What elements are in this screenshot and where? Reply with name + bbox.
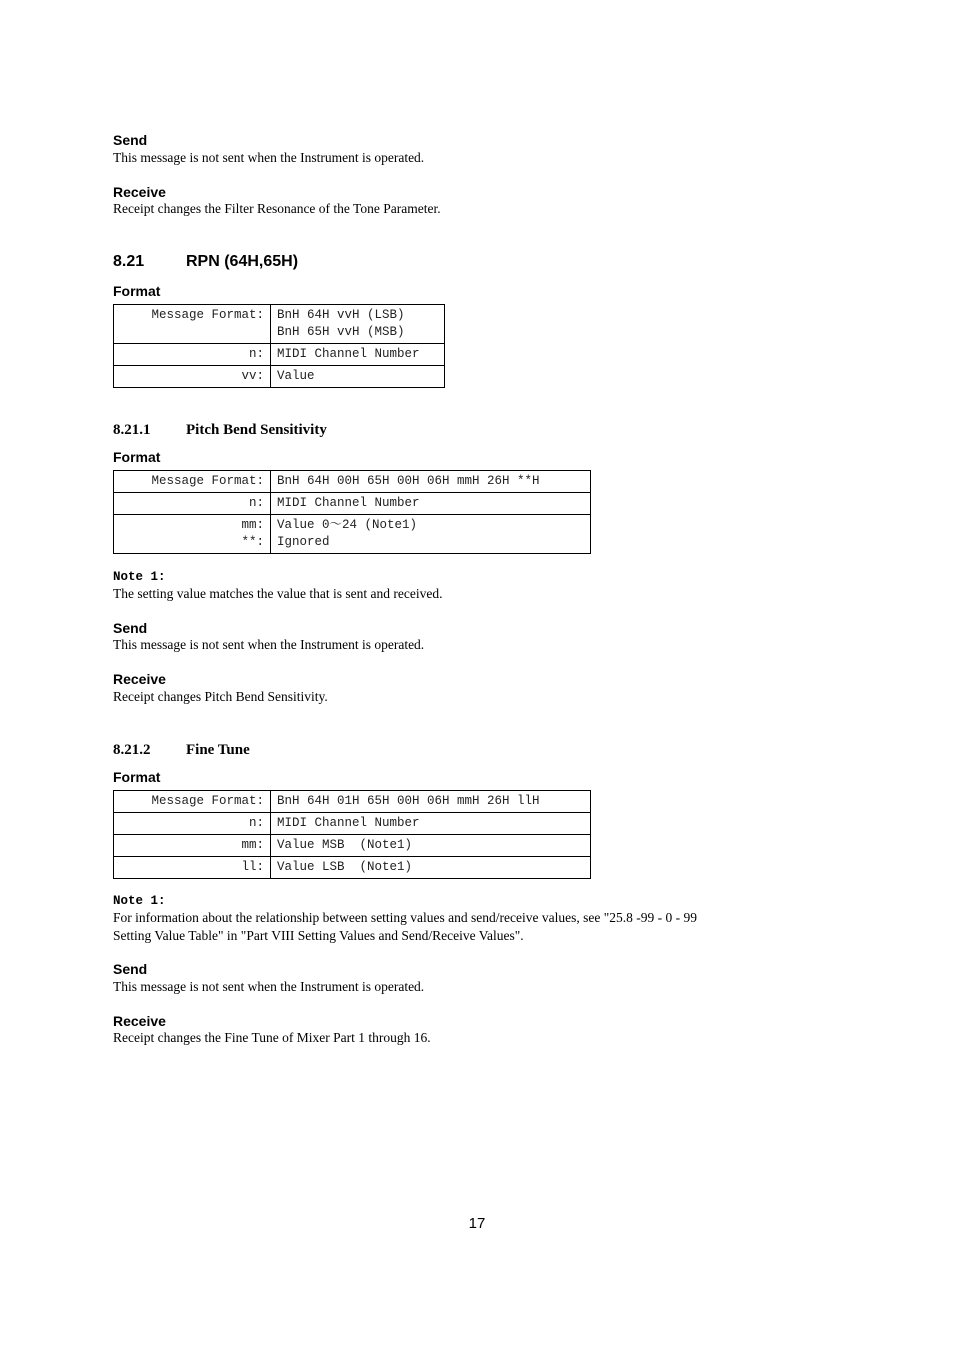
table-value: Value 0〜24 (Note1) Ignored [271,515,591,554]
receive-heading: Receive [113,671,166,687]
format-table [113,470,591,554]
table-row [114,515,591,554]
receive-heading: Receive [113,184,166,200]
table-row [114,344,445,366]
note-text: The setting value matches the value that is sent and received. [113,586,443,601]
send-heading: Send [113,132,148,148]
receive-heading: Receive [113,1013,166,1029]
table-key: Message Format: [114,471,271,493]
send-text: This message is not sent when the Instrument is operated. [113,979,425,994]
table-row [114,305,445,344]
receive-text: Receipt changes the Fine Tune of Mixer Part 1 through 16. [113,1030,431,1045]
table-value: MIDI Channel Number [271,344,445,366]
table-row [114,857,591,879]
table-key: Message Format: [114,305,271,344]
table-value: Value LSB (Note1) [271,857,591,879]
format-table [113,304,445,388]
send-heading: Send [113,961,148,977]
table-key: mm: [114,835,271,857]
table-key: Message Format: [114,791,271,813]
table-value: Value MSB (Note1) [271,835,591,857]
send-text: This message is not sent when the Instrument is operated. [113,150,425,165]
receive-text: Receipt changes Pitch Bend Sensitivity. [113,689,328,704]
table-row [114,813,591,835]
table-value: MIDI Channel Number [271,493,591,515]
table-key: n: [114,813,271,835]
section-number: 8.21 [113,253,145,270]
table-row [114,471,591,493]
subsection-number: 8.21.1 [113,422,151,438]
table-value: BnH 64H vvH (LSB) BnH 65H vvH (MSB) [271,305,445,344]
subsection-number: 8.21.2 [113,742,151,758]
send-heading: Send [113,620,148,636]
subsection-title: Pitch Bend Sensitivity [186,422,327,438]
note-label: Note 1: [113,570,166,584]
table-value: MIDI Channel Number [271,813,591,835]
note-label: Note 1: [113,894,166,908]
table-key: vv: [114,366,271,388]
format-table [113,790,591,879]
page-number: 17 [468,1215,486,1232]
format-heading: Format [113,769,161,785]
table-key: ll: [114,857,271,879]
format-heading: Format [113,283,161,299]
table-value: Value [271,366,445,388]
note-text-line2: Setting Value Table" in "Part VIII Setting Values and Send/Receive Values". [113,928,524,943]
table-key: mm: **: [114,515,271,554]
table-row [114,835,591,857]
subsection-title: Fine Tune [186,742,250,758]
format-heading: Format [113,449,161,465]
table-row [114,791,591,813]
table-row [114,366,445,388]
table-value: BnH 64H 00H 65H 00H 06H mmH 26H **H [271,471,591,493]
send-text: This message is not sent when the Instrument is operated. [113,637,425,652]
note-text-line1: For information about the relationship between setting values and send/receive values, see "25.8 -99 - 0 - 99 [113,910,697,925]
table-value: BnH 64H 01H 65H 00H 06H mmH 26H llH [271,791,591,813]
section-title: RPN (64H,65H) [186,253,299,270]
table-key: n: [114,344,271,366]
receive-text: Receipt changes the Filter Resonance of the Tone Parameter. [113,201,441,216]
table-key: n: [114,493,271,515]
table-row [114,493,591,515]
